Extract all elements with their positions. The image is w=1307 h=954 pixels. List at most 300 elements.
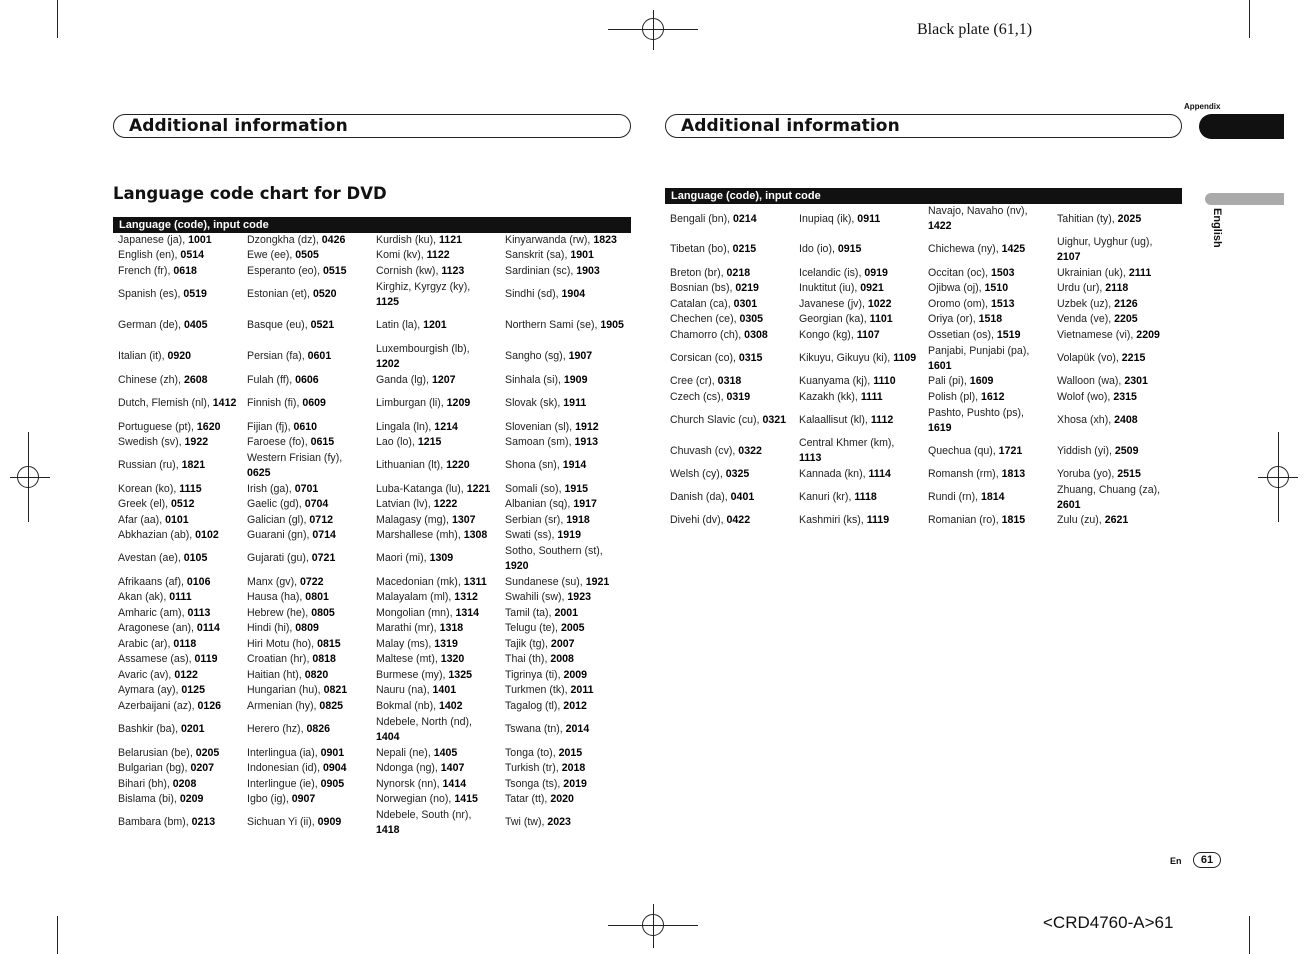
table-cell	[665, 405, 794, 436]
language-name: Lithuanian (lt),	[376, 459, 447, 471]
table-cell	[242, 652, 371, 667]
language-name: Sundanese (su),	[505, 575, 586, 588]
input-code: 1901	[570, 249, 594, 261]
input-code: 1904	[561, 288, 586, 300]
table-row	[665, 405, 1182, 436]
input-code: 1922	[184, 436, 209, 448]
input-code: 0805	[311, 606, 335, 619]
table-cell	[794, 343, 923, 374]
table-row	[113, 512, 629, 528]
table-cell	[371, 372, 500, 388]
language-name: Indonesian (id),	[247, 762, 323, 774]
table-cell	[500, 698, 629, 714]
language-name: Aragonese (an),	[118, 622, 197, 634]
input-code: 2025	[1117, 212, 1142, 225]
table-cell	[242, 528, 371, 543]
table-cell	[923, 389, 1052, 405]
table-cell	[500, 590, 629, 605]
input-code: 1911	[563, 397, 587, 409]
input-code: 0401	[730, 491, 755, 503]
table-cell	[113, 248, 242, 263]
section-header-left	[113, 114, 631, 138]
table-row	[665, 234, 1182, 265]
table-cell	[371, 263, 500, 279]
language-name: Albanian (sq),	[505, 498, 574, 510]
input-code: 2215	[1121, 352, 1146, 364]
input-code: 2111	[1128, 266, 1152, 279]
input-code: 1619	[928, 421, 952, 434]
table-cell	[113, 605, 242, 621]
table-row	[113, 698, 629, 714]
input-code: 0426	[321, 234, 346, 246]
language-name: Vietnamese (vi),	[1057, 328, 1137, 341]
table-row	[113, 605, 629, 621]
language-name: Ojibwa (oj),	[928, 282, 985, 294]
language-name: Yiddish (yi),	[1057, 444, 1115, 457]
table-cell	[242, 574, 371, 590]
input-code: 2315	[1113, 390, 1137, 403]
language-name: Thai (th),	[505, 653, 551, 665]
language-name: Kannada (kn),	[799, 467, 869, 480]
table-cell	[113, 341, 242, 372]
table-cell	[500, 310, 629, 341]
language-name: Sanskrit (sa),	[505, 249, 571, 261]
language-name: Zulu (zu),	[1057, 514, 1105, 526]
table-cell	[242, 372, 371, 388]
table-row	[113, 481, 629, 497]
language-name: Western Frisian (fy),	[247, 451, 343, 464]
language-name: Macedonian (mk),	[376, 575, 464, 588]
input-code: 1215	[417, 436, 442, 448]
language-name: Occitan (oc),	[928, 266, 991, 279]
language-name: Sinhala (si),	[505, 373, 564, 386]
language-name: Chichewa (ny),	[928, 243, 1002, 255]
table-cell	[794, 374, 923, 389]
table-cell	[794, 281, 923, 296]
page-number: 61	[1193, 852, 1221, 868]
input-code: 0208	[172, 777, 197, 790]
language-name: Swahili (sw),	[505, 591, 568, 603]
appendix-tab	[1199, 114, 1284, 139]
table-cell	[500, 807, 629, 838]
table-cell	[113, 776, 242, 792]
language-name: Latvian (lv),	[376, 498, 434, 510]
table-cell	[665, 436, 794, 466]
language-name: Javanese (jv),	[799, 297, 868, 310]
language-name: Bambara (bm),	[118, 816, 192, 828]
input-code: 2118	[1105, 282, 1129, 294]
input-code: 1122	[426, 249, 450, 261]
language-name: Malagasy (mg),	[376, 513, 452, 526]
language-name: Bokmal (nb),	[376, 699, 439, 712]
table-cell	[371, 776, 500, 792]
table-cell	[923, 281, 1052, 296]
input-code: 0308	[744, 328, 768, 341]
language-name: Kuanyama (kj),	[799, 375, 874, 387]
input-code: 2601	[1057, 498, 1081, 511]
table-row	[113, 543, 629, 574]
language-name: Tahitian (ty),	[1057, 212, 1118, 225]
input-code: 0712	[309, 513, 333, 526]
table-row	[113, 714, 629, 745]
language-name: Ido (io),	[799, 243, 838, 255]
table-cell	[794, 436, 923, 466]
input-code: 2001	[554, 606, 579, 619]
input-code: 1220	[446, 459, 470, 471]
table-cell	[113, 310, 242, 341]
table-cell	[242, 543, 371, 574]
table-cell	[113, 714, 242, 745]
input-code: 2007	[550, 637, 575, 650]
language-name: Norwegian (no),	[376, 793, 455, 805]
table-header-right: Language (code), input code	[665, 188, 1182, 204]
input-code: 1222	[433, 498, 458, 510]
language-name: Chechen (ce),	[670, 313, 740, 325]
language-name: Interlingua (ia),	[247, 746, 321, 759]
section-header-label: Additional information	[681, 116, 900, 136]
language-name: Persian (fa),	[247, 350, 308, 362]
table-cell	[794, 466, 923, 482]
table-row	[113, 497, 629, 512]
input-code: 0101	[165, 513, 189, 526]
table-cell	[500, 621, 629, 636]
input-code: 1920	[505, 559, 529, 572]
table-cell	[500, 636, 629, 652]
language-name: Cree (cr),	[670, 375, 718, 387]
table-cell	[923, 234, 1052, 265]
table-cell	[242, 807, 371, 838]
table-cell	[242, 388, 371, 419]
table-row	[113, 574, 629, 590]
input-code: 1107	[856, 328, 880, 341]
language-name: Luxembourgish (lb),	[376, 342, 470, 355]
table-cell	[371, 667, 500, 683]
language-name: Cornish (kw),	[376, 264, 442, 277]
input-code: 1202	[376, 357, 400, 370]
table-cell	[371, 745, 500, 761]
input-code: 1519	[996, 328, 1021, 341]
language-name: Icelandic (is),	[799, 266, 865, 279]
table-cell	[113, 450, 242, 481]
table-cell	[923, 327, 1052, 343]
language-name: Gujarati (gu),	[247, 552, 312, 564]
input-code: 0119	[194, 653, 218, 665]
input-code: 1821	[181, 459, 206, 471]
language-name: Mongolian (mn),	[376, 606, 456, 619]
table-cell	[923, 343, 1052, 374]
language-name: Belarusian (be),	[118, 746, 196, 759]
language-name: Marshallese (mh),	[376, 529, 464, 541]
language-name: Quechua (qu),	[928, 444, 999, 457]
table-cell	[500, 263, 629, 279]
language-name: Japanese (ja),	[118, 234, 189, 246]
input-code: 0701	[294, 482, 319, 495]
table-cell	[665, 374, 794, 389]
input-code: 0615	[310, 436, 335, 448]
input-code: 0315	[738, 352, 763, 364]
language-name: Sardinian (sc),	[505, 264, 577, 277]
language-name: Pashto, Pushto (ps),	[928, 406, 1024, 419]
input-code: 0122	[174, 668, 198, 681]
table-cell	[794, 482, 923, 513]
table-cell	[371, 341, 500, 372]
table-cell	[371, 792, 500, 807]
input-code: 1307	[451, 513, 476, 526]
language-name: Kanuri (kr),	[799, 491, 855, 503]
input-code: 0422	[726, 514, 751, 526]
input-code: 2107	[1057, 250, 1081, 263]
input-code: 1125	[376, 295, 399, 308]
language-name: Ukrainian (uk),	[1057, 266, 1129, 279]
input-code: 1312	[454, 591, 478, 603]
language-name: Assamese (as),	[118, 653, 195, 665]
input-code: 2205	[1114, 313, 1138, 325]
table-row	[113, 667, 629, 683]
table-row	[113, 807, 629, 838]
table-row	[665, 343, 1182, 374]
input-code: 1912	[575, 420, 599, 433]
table-cell	[113, 388, 242, 419]
table-cell	[794, 405, 923, 436]
table-cell	[500, 761, 629, 776]
language-name: Inupiaq (ik),	[799, 212, 858, 225]
table-cell	[1052, 374, 1182, 389]
language-name: Kongo (kg),	[799, 328, 857, 341]
language-name: Oromo (om),	[928, 297, 991, 310]
language-name: Kirghiz, Kyrgyz (ky),	[376, 280, 471, 293]
table-row	[113, 792, 629, 807]
input-code: 1905	[600, 319, 624, 331]
input-code: 1309	[429, 552, 454, 564]
language-name: Catalan (ca),	[670, 297, 734, 310]
table-cell	[242, 435, 371, 450]
language-name: English (en),	[118, 249, 181, 261]
section-header-label: Additional information	[129, 116, 348, 136]
language-name: Lao (lo),	[376, 436, 418, 448]
language-name: Central Khmer (km),	[799, 437, 895, 449]
language-name: Turkmen (tk),	[505, 684, 571, 696]
input-code: 1123	[441, 264, 465, 277]
input-code: 0325	[725, 467, 750, 480]
registration-mark	[642, 914, 664, 936]
language-name: Avaric (av),	[118, 668, 175, 681]
input-code: 0919	[864, 266, 888, 279]
input-code: 0521	[310, 319, 335, 331]
table-cell	[242, 512, 371, 528]
input-code: 1921	[585, 575, 610, 588]
input-code: 1620	[196, 420, 221, 433]
table-cell	[665, 204, 794, 234]
language-name: Romansh (rm),	[928, 467, 1002, 480]
table-cell	[371, 605, 500, 621]
language-name: Abkhazian (ab),	[118, 529, 196, 541]
language-name: Twi (tw),	[505, 816, 548, 828]
table-row	[113, 263, 629, 279]
input-code: 1510	[984, 282, 1009, 294]
table-cell	[371, 683, 500, 698]
table-cell	[242, 450, 371, 481]
language-name: Tamil (ta),	[505, 606, 555, 619]
language-name: Serbian (sr),	[505, 513, 567, 526]
input-code: 0209	[179, 793, 204, 805]
page-language: En	[1170, 856, 1182, 866]
language-name: Armenian (hy),	[247, 699, 320, 712]
registration-mark	[1267, 466, 1289, 488]
table-cell	[794, 312, 923, 327]
language-name: Irish (ga),	[247, 482, 295, 495]
table-cell	[242, 621, 371, 636]
table-cell	[665, 482, 794, 513]
input-code: 1401	[432, 684, 457, 696]
table-cell	[1052, 513, 1182, 528]
input-code: 1418	[376, 823, 400, 836]
input-code: 2408	[1114, 414, 1138, 426]
table-cell	[923, 204, 1052, 234]
input-code: 0520	[312, 288, 337, 300]
language-name: Hungarian (hu),	[247, 684, 324, 696]
table-cell	[242, 263, 371, 279]
table-cell	[500, 450, 629, 481]
table-cell	[500, 481, 629, 497]
input-code: 1404	[376, 730, 400, 743]
input-code: 0218	[726, 266, 751, 279]
table-cell	[794, 265, 923, 281]
input-code: 2209	[1136, 328, 1160, 341]
input-code: 0826	[306, 723, 331, 735]
language-name: Bosnian (bs),	[670, 282, 736, 294]
table-cell	[242, 605, 371, 621]
language-tab	[1205, 193, 1284, 205]
table-row	[113, 435, 629, 450]
input-code: 1915	[564, 482, 589, 495]
language-name: Arabic (ar),	[118, 637, 174, 650]
table-cell	[371, 543, 500, 574]
table-cell	[794, 327, 923, 343]
table-row	[113, 233, 629, 248]
input-code: 0125	[181, 684, 205, 696]
input-code: 0505	[295, 249, 319, 261]
input-code: 0106	[186, 575, 211, 588]
table-cell	[242, 761, 371, 776]
input-code: 1414	[442, 777, 467, 790]
table-cell	[500, 652, 629, 667]
input-code: 0214	[733, 212, 757, 225]
language-name: Interlingue (ie),	[247, 777, 321, 790]
language-name: Sotho, Southern (st),	[505, 544, 603, 557]
input-code: 2014	[565, 723, 590, 735]
language-name: Basque (eu),	[247, 319, 311, 331]
language-name: Hiri Motu (ho),	[247, 637, 318, 650]
table-cell	[113, 233, 242, 248]
table-cell	[371, 574, 500, 590]
table-cell	[371, 761, 500, 776]
language-name: Sichuan Yi (ii),	[247, 816, 318, 828]
language-name: Fulah (ff),	[247, 373, 296, 386]
input-code: 1918	[566, 513, 590, 526]
table-row	[113, 652, 629, 667]
table-cell	[1052, 405, 1182, 436]
table-cell	[923, 482, 1052, 513]
table-row	[113, 683, 629, 698]
input-code: 1111	[860, 390, 883, 403]
table-cell	[500, 388, 629, 419]
input-code: 0205	[195, 746, 220, 759]
language-name: Greek (el),	[118, 498, 171, 510]
table-cell	[113, 279, 242, 310]
input-code: 0901	[320, 746, 345, 759]
input-code: 0105	[183, 552, 208, 564]
language-name: Nepali (ne),	[376, 746, 434, 759]
table-row	[113, 636, 629, 652]
input-code: 1609	[969, 375, 994, 387]
table-cell	[1052, 436, 1182, 466]
table-row	[665, 265, 1182, 281]
table-cell	[500, 714, 629, 745]
language-name: Uzbek (uz),	[1057, 297, 1115, 310]
language-name: Dutch, Flemish (nl),	[118, 397, 213, 409]
input-code: 0113	[187, 606, 211, 619]
language-name: Urdu (ur),	[1057, 282, 1106, 294]
language-name: Slovenian (sl),	[505, 420, 576, 433]
table-cell	[500, 512, 629, 528]
input-code: 1407	[440, 762, 465, 774]
language-name: Latin (la),	[376, 319, 424, 331]
table-cell	[371, 419, 500, 435]
language-name: Bulgarian (bg),	[118, 762, 191, 774]
table-cell	[500, 683, 629, 698]
input-code: 0126	[197, 699, 222, 712]
language-name: Ossetian (os),	[928, 328, 997, 341]
input-code: 0921	[860, 282, 884, 294]
table-cell	[665, 265, 794, 281]
language-name: Gaelic (gd),	[247, 498, 305, 510]
input-code: 1201	[423, 319, 447, 331]
table-cell	[500, 279, 629, 310]
table-cell	[371, 636, 500, 652]
input-code: 0207	[190, 762, 215, 774]
language-name: Italian (it),	[118, 350, 168, 362]
input-code: 1814	[980, 491, 1005, 503]
table-cell	[923, 374, 1052, 389]
input-code: 0102	[195, 529, 219, 541]
language-name: Chuvash (cv),	[670, 444, 739, 457]
language-name: Ndebele, South (nr),	[376, 808, 472, 821]
table-cell	[500, 776, 629, 792]
input-code: 1214	[434, 420, 458, 433]
language-name: Burmese (my),	[376, 668, 449, 681]
table-cell	[923, 405, 1052, 436]
table-cell	[113, 698, 242, 714]
table-cell	[794, 389, 923, 405]
language-name: Slovak (sk),	[505, 397, 564, 409]
table-cell	[665, 312, 794, 327]
language-label: English	[1211, 208, 1223, 248]
table-cell	[242, 776, 371, 792]
language-name: Turkish (tr),	[505, 762, 562, 774]
table-cell	[371, 388, 500, 419]
language-name: Tajik (tg),	[505, 637, 551, 650]
table-cell	[665, 281, 794, 296]
table-cell	[113, 652, 242, 667]
table-cell	[923, 466, 1052, 482]
input-code: 1109	[893, 352, 917, 364]
language-name: Ndonga (ng),	[376, 762, 441, 774]
table-row	[665, 513, 1182, 528]
input-code: 0722	[299, 575, 324, 588]
table-row	[113, 341, 629, 372]
input-code: 2509	[1114, 444, 1139, 457]
table-cell	[923, 513, 1052, 528]
